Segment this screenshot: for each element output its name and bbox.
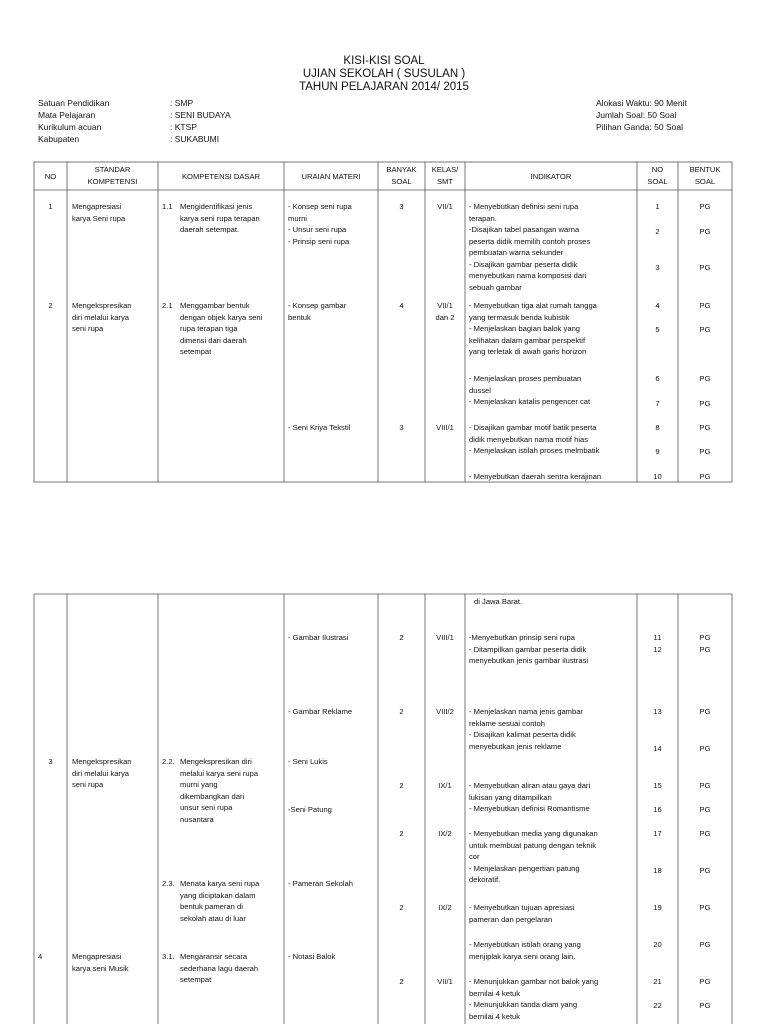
indikator: - Menyebutkan daerah sentra kerajinan [469, 472, 602, 481]
bentuk-soal: PG [699, 202, 711, 211]
indikator: - Menjelaskan proses pembuatan dussel - Menjelaskan katalis pengencer cat [469, 374, 591, 406]
kompetensi-dasar: Mengidentifikasi jenis karya seni rupa terapan daerah setempat. [180, 202, 260, 234]
meta-value: : SENI BUDAYA [170, 110, 231, 120]
indikator: - Disajikan gambar motif batik peserta didik menyebutkan nama motif hias - Menjelaskan istilah proses melmbatik [469, 423, 600, 455]
bentuk-soal: PG [699, 645, 711, 654]
kelas-smt: VIII/2 [436, 707, 454, 716]
standar-kompetensi: Mengekspresikan diri melalui karya seni rupa [72, 301, 132, 333]
indikator: - Menunjukkan gambar not balok yang bernilai 4 ketuk - Menunjukkan tanda diam yang bernilai 4 ketuk [469, 977, 599, 1021]
bentuk-soal: PG [699, 447, 711, 456]
kelas-smt: IX/2 [438, 903, 452, 912]
bentuk-soal: PG [699, 423, 711, 432]
no-soal: 7 [655, 399, 660, 408]
col-header-indikator: INDIKATOR [530, 172, 572, 181]
bentuk-soal: PG [699, 1001, 711, 1010]
kd-number: 2.3. [162, 879, 175, 888]
banyak-soal: 3 [399, 423, 404, 432]
row-no: 3 [48, 757, 53, 766]
bentuk-soal: PG [699, 977, 711, 986]
banyak-soal: 4 [399, 301, 404, 310]
kompetensi-dasar: Mengekspresikan diri melalui karya seni rupa murni yang dikembangkan dari unsur seni rupa nusantara [180, 757, 259, 824]
kelas-smt: IX/1 [438, 781, 452, 790]
no-soal: 14 [653, 744, 662, 753]
no-soal: 11 [653, 633, 662, 642]
kompetensi-dasar: Menata karya seni rupa yang diciptakan dalam bentuk pameran di sekolah atau di luar [180, 879, 260, 923]
bentuk-soal: PG [699, 325, 711, 334]
no-soal: 12 [653, 645, 662, 654]
uraian-materi: - Notasi Balok [288, 952, 336, 961]
bentuk-soal: PG [699, 707, 711, 716]
bentuk-soal: PG [699, 940, 711, 949]
bentuk-soal: PG [699, 263, 711, 272]
no-soal: 17 [653, 829, 662, 838]
col-header-banyak: BANYAK SOAL [386, 165, 417, 186]
no-soal: 21 [653, 977, 662, 986]
no-soal: 13 [653, 707, 662, 716]
banyak-soal: 2 [399, 707, 404, 716]
bentuk-soal: PG [699, 781, 711, 790]
meta-label: Alokasi Waktu [596, 98, 650, 108]
row-no: 4 [38, 952, 43, 961]
meta-label: Mata Pelajaran [38, 110, 96, 120]
kelas-smt: VII/1 [437, 977, 453, 986]
kelas-smt: VIII/1 [436, 633, 454, 642]
uraian-materi: - Gambar Ilustrasi [288, 633, 349, 642]
no-soal: 10 [653, 472, 662, 481]
bentuk-soal: PG [699, 805, 711, 814]
no-soal: 19 [653, 903, 662, 912]
meta-label: Kabupaten [38, 134, 80, 144]
no-soal: 16 [653, 805, 662, 814]
no-soal: 22 [653, 1001, 662, 1010]
standar-kompetensi: Mengekspresikan diri melalui karya seni rupa [72, 757, 132, 789]
uraian-materi: - Gambar Reklame [288, 707, 353, 716]
meta-label: Kurikulum acuan [38, 122, 102, 132]
col-header-standar: STANDAR KOMPETENSI [87, 165, 138, 186]
uraian-materi: - Seni Lukis [288, 757, 328, 766]
col-header-no: NO [44, 172, 57, 181]
meta-value: : SMP [170, 98, 194, 108]
meta-value: : KTSP [170, 122, 197, 132]
banyak-soal: 2 [399, 829, 404, 838]
indikator: di Jawa Barat. [474, 597, 523, 606]
col-header-kelas: KELAS/ SMT [431, 165, 459, 186]
kelas-smt: VIII/1 [436, 423, 454, 432]
indikator: - Menyebutkan istilah orang yang menjiplak karya seni orang lain. [469, 940, 581, 961]
bentuk-soal: PG [699, 472, 711, 481]
standar-kompetensi: Mengapresiasi karya seni Musik [72, 952, 129, 973]
kd-number: 3.1. [162, 952, 175, 961]
indikator: - Menyebutkan tujuan apresiasi pameran dan pergelaran [469, 903, 575, 924]
standar-kompetensi: Mengapresiasi karya Seni rupa [72, 202, 126, 223]
row-no: 1 [48, 202, 53, 211]
no-soal: 15 [653, 781, 662, 790]
doc-year: TAHUN PELAJARAN 2014/ 2015 [299, 81, 469, 93]
meta-value: : SUKABUMI [170, 134, 220, 144]
no-soal: 9 [655, 447, 660, 456]
indikator: - Menyebutkan media yang digunakan untuk membuat patung dengan teknik cor - Menjelaskan pengertian patung dekoratif. [469, 829, 598, 884]
uraian-materi: - Seni Kriya Tekstil [288, 423, 351, 432]
meta-label: Pilihan Ganda [596, 122, 650, 132]
no-soal: 1 [655, 202, 660, 211]
meta-label: Satuan Pendidikan [38, 98, 110, 108]
meta-value: : 90 Menit [649, 98, 687, 108]
bentuk-soal: PG [699, 903, 711, 912]
indikator: - Menyebutkan definisi seni rupa terapan. -Disajikan tabel pasangan warna peserta didik memilih contoh proses pembuatan warna sekunder - Disajikan gambar peserta didik menyebutkan nama komposisi dari sebuah gambar [469, 202, 591, 292]
bentuk-soal: PG [699, 374, 711, 383]
uraian-materi: -Seni Patung [288, 805, 332, 814]
bentuk-soal: PG [699, 744, 711, 753]
banyak-soal: 2 [399, 903, 404, 912]
meta-label: Jumlah Soal [596, 110, 643, 120]
meta-value: : 50 Soal [649, 122, 683, 132]
no-soal: 8 [655, 423, 660, 432]
col-header-kd: KOMPETENSI DASAR [181, 172, 261, 181]
banyak-soal: 2 [399, 633, 404, 642]
doc-subtitle: UJIAN SEKOLAH ( SUSULAN ) [302, 68, 466, 80]
indikator: -Menyebutkan prinsip seni rupa - Ditampilkan gambar peserta didik menyebutkan jenis gambar ilustrasi [469, 633, 589, 665]
col-header-nosoal: NO SOAL [647, 165, 668, 186]
no-soal: 6 [655, 374, 660, 383]
kd-number: 1.1 [162, 202, 173, 211]
no-soal: 18 [653, 866, 662, 875]
row-no: 2 [48, 301, 53, 310]
indikator: - Menyebutkan aliran atau gaya dari lukisan yang ditampilkan - Menyebutkan definisi Romantisme [469, 781, 591, 813]
col-header-materi: URAIAN MATERI [301, 172, 361, 181]
meta-value: : 50 Soal [642, 110, 677, 120]
kd-number: 2.2. [162, 757, 175, 766]
doc-title: KISI-KISI SOAL [343, 55, 425, 67]
no-soal: 20 [653, 940, 662, 949]
no-soal: 4 [655, 301, 660, 310]
uraian-materi: - Konsep gambar bentuk [288, 301, 347, 322]
bentuk-soal: PG [699, 829, 711, 838]
no-soal: 5 [655, 325, 660, 334]
indikator: - Menyebutkan tiga alat rumah tangga yang termasuk benda kubistik - Menjelaskan bagian balok yang kelihatan dalam gambar perspektif yang terletak di awah garis horizon [469, 301, 597, 356]
kompetensi-dasar: Mengaransir secara sederhana lagu daerah setempat [180, 952, 259, 984]
kd-number: 2.1 [162, 301, 173, 310]
kelas-smt: VII/1 dan 2 [435, 301, 455, 322]
banyak-soal: 2 [399, 977, 404, 986]
col-header-bentuk: BENTUK SOAL [689, 165, 721, 186]
bentuk-soal: PG [699, 301, 711, 310]
uraian-materi: - Konsep seni rupa murni - Unsur seni rupa - Prinsip seni rupa [288, 202, 352, 246]
bentuk-soal: PG [699, 399, 711, 408]
banyak-soal: 3 [399, 202, 404, 211]
no-soal: 3 [655, 263, 660, 272]
banyak-soal: 2 [399, 781, 404, 790]
bentuk-soal: PG [699, 866, 711, 875]
bentuk-soal: PG [699, 227, 711, 236]
kompetensi-dasar: Menggambar bentuk dengan objek karya seni rupa terapan tiga dimensi dari daerah setempat [180, 301, 263, 356]
uraian-materi: - Pameran Sekolah [288, 879, 354, 888]
bentuk-soal: PG [699, 633, 711, 642]
kelas-smt: VII/1 [437, 202, 453, 211]
indikator: - Menjelaskan nama jenis gambar reklame sesuai contoh - Disajikan kalimat peserta didik menyebutkan jenis reklame [469, 707, 583, 751]
no-soal: 2 [655, 227, 660, 236]
kelas-smt: IX/2 [438, 829, 452, 838]
